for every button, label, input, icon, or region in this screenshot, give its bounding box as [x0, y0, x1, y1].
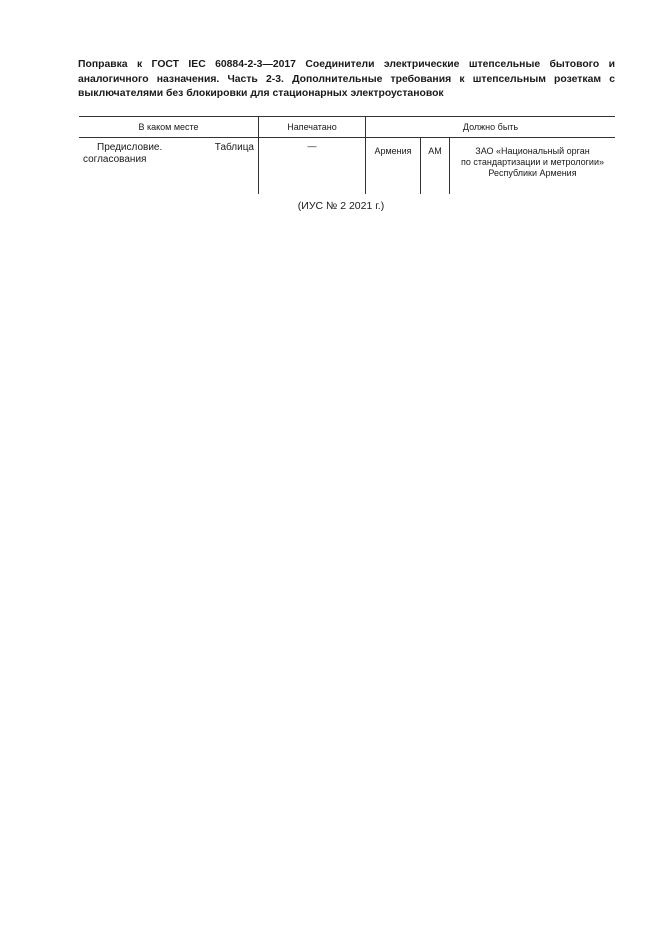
- organization-line: по стандартизации и метрологии»: [461, 157, 604, 167]
- cell-printed: —: [259, 138, 366, 195]
- publication-note: (ИУС № 2 2021 г.): [297, 200, 385, 212]
- organization-line: ЗАО «Национальный орган: [475, 146, 590, 156]
- header-where: В каком месте: [79, 117, 259, 138]
- cell-country: Армения: [366, 138, 421, 195]
- header-should-be: Должно быть: [366, 117, 616, 138]
- cell-organization: [450, 138, 616, 195]
- cell-where: Предисловие. Таблица согласования: [83, 142, 254, 165]
- page-title: Поправка к ГОСТ IEC 60884-2-3—2017 Соединители электрические штепсельные бытового и аналогичного назначения. Часть 2-3. Дополнительные требования к штепсельным розеткам с выключателями без блокировки для стационарных электроустановок: [78, 59, 615, 99]
- organization-line: Республики Армения: [488, 168, 577, 178]
- cell-country-code: AM: [421, 138, 450, 195]
- table-header-row: [79, 117, 615, 138]
- amendment-table: [79, 116, 615, 194]
- header-printed: Напечатано: [259, 117, 366, 138]
- table-row: [79, 138, 615, 195]
